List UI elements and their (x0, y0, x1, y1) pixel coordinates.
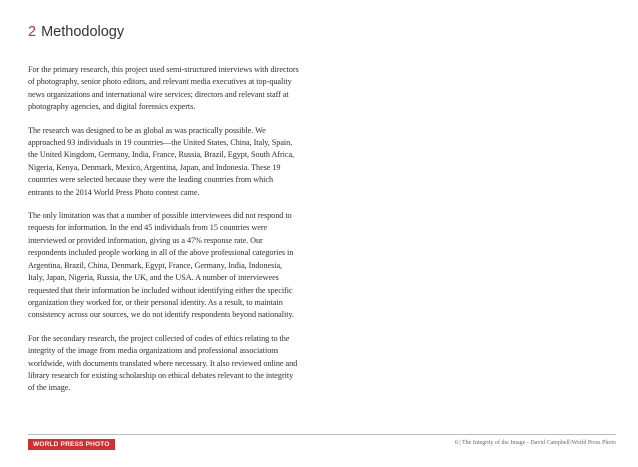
paragraph-primary-research: For the primary research, this project used semi-structured interviews with directors of photography, senior photo editors, and relevant media executives at top-quality news organizations and international wire services; directors and relevant staff at photography agencies, and digital forensics experts. (28, 65, 299, 112)
section-number: 2 (28, 24, 37, 40)
footer-note-text: | The Integrity of the Image - David Campbell/World Press Photo (457, 440, 616, 446)
paragraph-limitations: The only limitation was that a number of possible interviewees did not respond to requests for information. In the end 45 individuals from 15 countries were interviewed or provided information, giving us a 47% response rate. Our respondents included people working in all of the above professional categories in Argentina, Brazil, China, Denmark, Egypt, France, Germany, India, Indonesia, Italy, Japan, Nigeria, Russia, the UK, and the USA. A number of interviewees requested that their information be included without identifying either the specific organization they worked for, or their personal identity. As a result, to maintain consistency across our sources, we do not identify respondents beyond nationality. (28, 211, 294, 320)
body-text (28, 64, 300, 406)
footer-citation (455, 440, 616, 446)
page-number: 6 (454, 440, 458, 446)
footer-divider (28, 434, 616, 435)
paragraph-global-scope: The research was designed to be as global as was practically possible. We approached 93 individuals in 19 countries—the United States, China, Italy, Spain, the United Kingdom, Germany, India, France, Russia, Brazil, Egypt, South Africa, Nigeria, Kenya, Denmark, Mexico, Argentina, Japan, and Indonesia. These 19 countries were selected because they were the leading countries from which entrants to the 2014 World Press Photo contest came. (28, 125, 295, 197)
brand-logo: WORLD PRESS PHOTO (28, 439, 115, 450)
section-title: Methodology (41, 24, 125, 40)
paragraph-secondary-research: For the secondary research, the project collected of codes of ethics relating to the integrity of the image from media organizations and professional associations worldwide, with documents translated where necessary. It also reviewed online and library research for existing scholarship on ethical debates relevant to the integrity of the image. (28, 333, 298, 393)
section-heading (28, 24, 124, 40)
